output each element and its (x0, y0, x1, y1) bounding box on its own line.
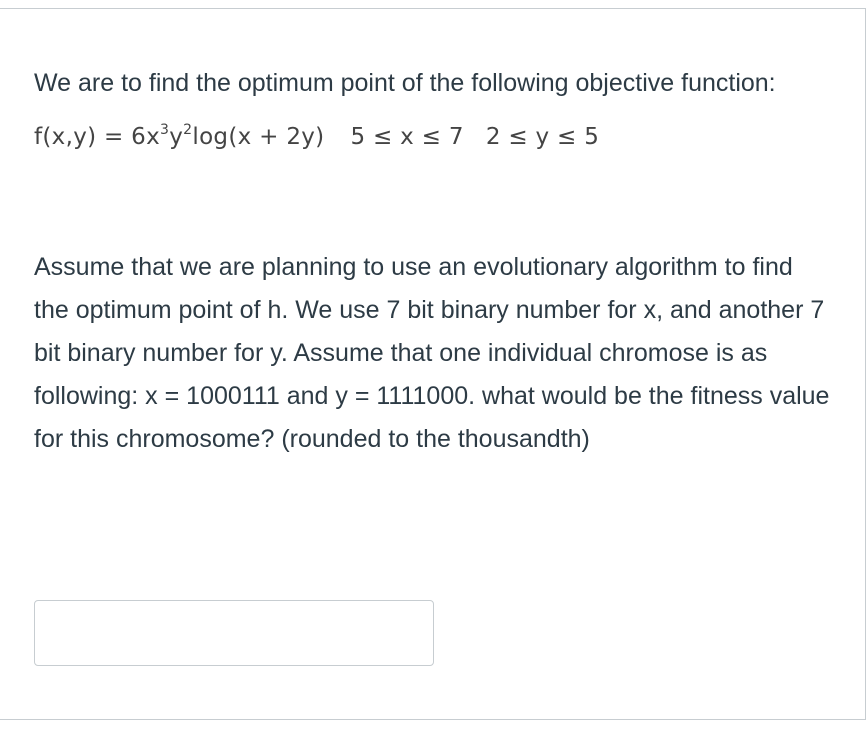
formula-log-term: log(x + 2y) (192, 124, 325, 150)
formula-exponent-x: 3 (160, 122, 170, 138)
objective-function-formula (34, 117, 834, 157)
answer-input[interactable] (34, 600, 434, 666)
formula-lhs: f(x,y) = 6x (34, 124, 161, 150)
question-body: Assume that we are planning to use an evolutionary algorithm to find the optimum point of h. We use 7 bit binary number for x, and another 7 bit binary number for y. Assume that one individual chromose is as following: x = 1000111 and y = 1111000. what would be the fitness value for this chromosome? (rounded to the thousandth) (34, 253, 830, 453)
question-content (34, 62, 834, 461)
x-constraint: 5 ≤ x ≤ 7 (350, 124, 464, 150)
y-constraint: 2 ≤ y ≤ 5 (485, 124, 600, 150)
question-intro: We are to find the optimum point of the following objective function: (34, 69, 776, 97)
formula-y: y (169, 124, 184, 150)
formula-exponent-y: 2 (183, 122, 193, 138)
